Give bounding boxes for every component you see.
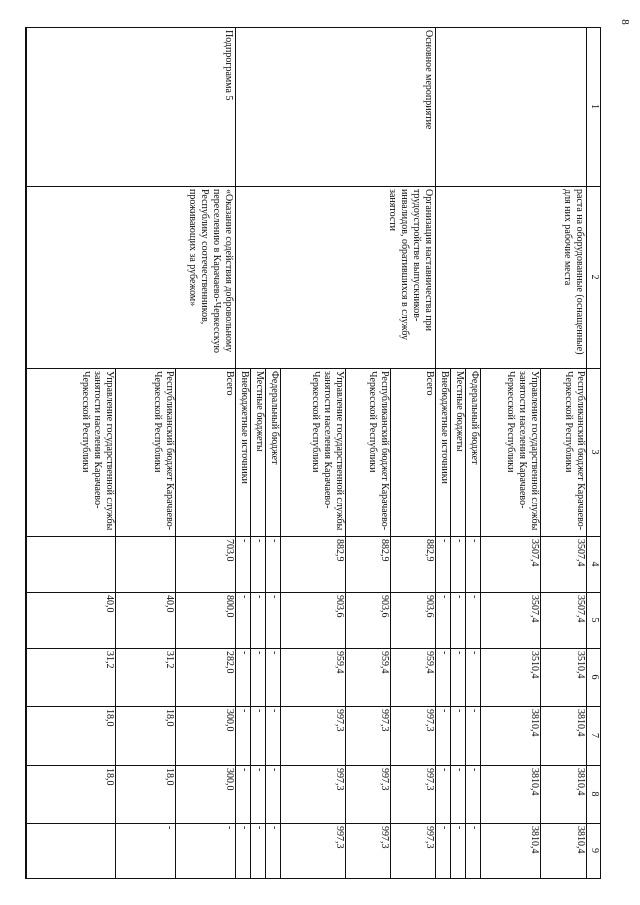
block3-value-r3-c7: 18,0 <box>104 709 115 727</box>
header-number-2: 2 <box>589 274 600 280</box>
row-rule <box>175 368 176 879</box>
block3-value-r3-c6: 31,2 <box>104 651 115 669</box>
block3-value-r1-c8: 300,0 <box>224 768 235 791</box>
row-rule <box>265 368 266 879</box>
rotated-page <box>26 27 601 879</box>
row-rule <box>345 368 346 879</box>
block1-value-r2-c7: 3810,4 <box>529 709 540 737</box>
header-number-7: 7 <box>589 733 600 738</box>
block2-value-r3-c6: 959,4 <box>334 651 345 674</box>
column-rule <box>26 186 601 187</box>
row-rule <box>250 368 251 879</box>
block2-value-r2-c6: 959,4 <box>379 651 390 674</box>
block2-value-r3-c7: 997,3 <box>334 709 345 732</box>
block-rule <box>435 27 436 879</box>
block2-col2-label: Организация наставничества при трудоустройстве выпускников-инвалидов, обратившихся в службу занятости <box>387 189 434 340</box>
block1-value-r1-c4: 3507,4 <box>575 539 586 567</box>
block2-value-r4-c6: - <box>269 651 280 655</box>
column-rule <box>26 706 601 707</box>
block1-value-r2-c6: 3510,4 <box>529 651 540 679</box>
row-rule <box>115 368 116 879</box>
row-rule <box>450 368 451 879</box>
block3-value-r1-c9: - <box>224 826 235 830</box>
block2-value-r2-c5: 903,6 <box>379 595 390 618</box>
block3-source-3: Управление государственной службы занятости населения Карачаево-Черкесской Республики <box>80 371 115 531</box>
block1-value-r4-c5: - <box>454 595 465 599</box>
header-number-5: 5 <box>589 617 600 623</box>
block2-value-r5-c9: - <box>254 826 265 830</box>
block2-value-r4-c7: - <box>269 709 280 713</box>
block3-value-r2-c7: 18,0 <box>164 709 175 727</box>
header-number-3: 3 <box>589 449 600 455</box>
block2-source-2: Республиканский бюджет Карачаево-Черкесской Республики <box>367 371 390 531</box>
block3-value-r2-c6: 31,2 <box>164 651 175 669</box>
column-rule <box>26 648 601 649</box>
block2-source-1: Всего <box>424 371 435 396</box>
block1-value-r3-c9: - <box>469 826 480 830</box>
block1-value-r1-c7: 3810,4 <box>575 709 586 737</box>
row-rule <box>280 368 281 879</box>
block1-value-r5-c4: - <box>439 539 450 543</box>
page-number: 8 <box>618 19 631 25</box>
block1-value-r1-c8: 3810,4 <box>575 768 586 796</box>
block2-value-r6-c8: - <box>239 768 250 772</box>
row-rule <box>465 368 466 879</box>
block2-value-r3-c9: 997,3 <box>334 826 345 849</box>
block2-source-3: Управление государственной службы занятости населения Карачаево-Черкесской Республики <box>310 371 345 531</box>
row-rule <box>540 368 541 879</box>
block1-value-r4-c7: - <box>454 709 465 713</box>
block2-value-r3-c4: 882,9 <box>334 539 345 562</box>
table-border <box>600 27 601 879</box>
block2-value-r1-c4: 882,9 <box>424 539 435 562</box>
block2-value-r2-c7: 997,3 <box>379 709 390 732</box>
block3-col2-label: «Оказание содействия добровольному переселению в Карачаево-Черкесскую Республику соотечественников, проживающих за рубежом» <box>187 189 234 354</box>
budget-table <box>26 27 601 879</box>
block2-value-r3-c5: 903,6 <box>334 595 345 618</box>
block1-value-r3-c7: - <box>469 709 480 713</box>
column-rule <box>26 765 601 766</box>
header-rule <box>586 27 587 879</box>
header-number-9: 9 <box>589 848 600 853</box>
block1-value-r1-c6: 3510,4 <box>575 651 586 679</box>
block2-value-r1-c7: 997,3 <box>424 709 435 732</box>
header-number-6: 6 <box>589 674 600 680</box>
block2-source-5: Местные бюджеты <box>254 371 265 452</box>
header-number-4: 4 <box>589 561 600 567</box>
block2-value-r1-c5: 903,6 <box>424 595 435 618</box>
block2-source-6: Внебюджетные источники <box>239 371 250 484</box>
block3-source-2: Республиканский бюджет Карачаево-Черкесской Республики <box>152 371 175 531</box>
block3-value-r1-c5: 800,0 <box>224 595 235 618</box>
header-number-8: 8 <box>589 791 600 797</box>
block3-value-r3-c8: 18,0 <box>104 768 115 786</box>
block1-value-r5-c6: - <box>439 651 450 655</box>
block2-value-r6-c4: - <box>239 539 250 543</box>
block3-value-r2-c9: - <box>164 826 175 830</box>
table-border <box>26 878 601 879</box>
block1-value-r3-c8: - <box>469 768 480 772</box>
block1-value-r2-c8: 3810,4 <box>529 768 540 796</box>
header-number-1: 1 <box>589 104 600 109</box>
block2-value-r4-c4: - <box>269 539 280 543</box>
row-rule <box>480 368 481 879</box>
block2-value-r1-c8: 997,3 <box>424 768 435 791</box>
block2-value-r2-c4: 882,9 <box>379 539 390 562</box>
block3-value-r1-c4: 703,0 <box>224 539 235 562</box>
block2-value-r6-c6: - <box>239 651 250 655</box>
block3-value-r1-c6: 282,0 <box>224 651 235 674</box>
block1-value-r2-c4: 3507,4 <box>529 539 540 567</box>
block3-value-r3-c5: 40,0 <box>104 595 115 613</box>
block1-source-1: Республиканский бюджет Карачаево-Черкесской Республики <box>563 371 586 531</box>
block2-value-r5-c6: - <box>254 651 265 655</box>
table-border <box>26 27 601 28</box>
block1-value-r1-c9: 3810,4 <box>575 826 586 854</box>
block1-value-r3-c4: - <box>469 539 480 543</box>
block1-source-2: Управление государственной службы занятости населения Карачаево-Черкесской Республики <box>505 371 540 531</box>
block2-value-r5-c7: - <box>254 709 265 713</box>
block1-col1-label <box>438 30 585 183</box>
block1-source-4: Местные бюджеты <box>454 371 465 452</box>
block1-value-r2-c9: 3810,4 <box>529 826 540 854</box>
block1-source-5: Внебюджетные источники <box>439 371 450 484</box>
block2-value-r2-c9: 997,3 <box>379 826 390 849</box>
block2-value-r6-c5: - <box>239 595 250 599</box>
block1-value-r5-c9: - <box>439 826 450 830</box>
block1-value-r4-c4: - <box>454 539 465 543</box>
block2-value-r3-c8: 997,3 <box>334 768 345 791</box>
block2-value-r1-c9: 997,3 <box>424 826 435 849</box>
block1-value-r4-c6: - <box>454 651 465 655</box>
block1-value-r3-c5: - <box>469 595 480 599</box>
column-rule <box>26 592 601 593</box>
block1-value-r2-c5: 3507,4 <box>529 595 540 623</box>
block1-value-r5-c7: - <box>439 709 450 713</box>
block1-value-r5-c8: - <box>439 768 450 772</box>
block1-value-r4-c8: - <box>454 768 465 772</box>
block2-source-4: Федеральный бюджет <box>269 371 280 465</box>
column-rule <box>26 536 601 537</box>
column-rule <box>26 368 601 369</box>
block1-source-3: Федеральный бюджет <box>469 371 480 465</box>
block1-value-r1-c5: 3507,4 <box>575 595 586 623</box>
block2-value-r5-c4: - <box>254 539 265 543</box>
block3-value-r2-c8: 18,0 <box>164 768 175 786</box>
column-rule <box>26 823 601 824</box>
block-rule <box>235 27 236 879</box>
block2-value-r6-c7: - <box>239 709 250 713</box>
block2-value-r4-c8: - <box>269 768 280 772</box>
block3-value-r1-c7: 300,0 <box>224 709 235 732</box>
block1-value-r4-c9: - <box>454 826 465 830</box>
block2-value-r4-c9: - <box>269 826 280 830</box>
block3-col1-label: Подпрограмма 5 <box>223 30 234 101</box>
block2-value-r5-c5: - <box>254 595 265 599</box>
block1-value-r3-c6: - <box>469 651 480 655</box>
block2-value-r5-c8: - <box>254 768 265 772</box>
block2-value-r4-c5: - <box>269 595 280 599</box>
block1-value-r5-c5: - <box>439 595 450 599</box>
block1-col2-label: раста на оборудованные (оснащенные) для них рабочие места <box>562 189 585 355</box>
block3-value-r2-c5: 40,0 <box>164 595 175 613</box>
block2-value-r2-c8: 997,3 <box>379 768 390 791</box>
block2-value-r6-c9: - <box>239 826 250 830</box>
row-rule <box>390 368 391 879</box>
block3-source-1: Всего <box>224 371 235 396</box>
block2-col1-label: Основное мероприятие <box>423 30 434 130</box>
block-rule <box>25 27 26 879</box>
block2-value-r1-c6: 959,4 <box>424 651 435 674</box>
